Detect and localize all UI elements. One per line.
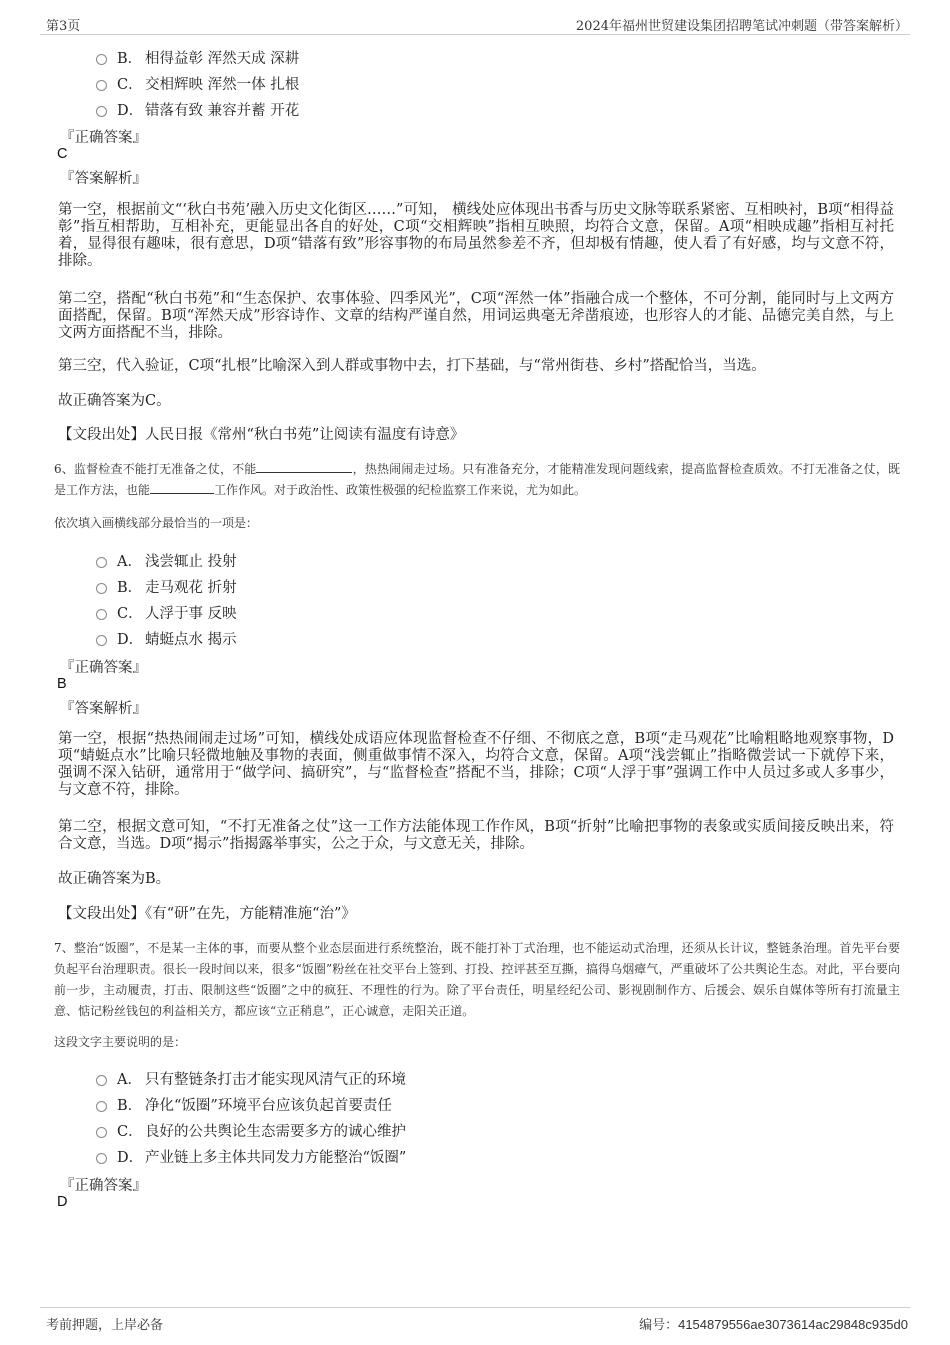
q6-stem: 6、监督检查不能打无准备之仗，不能 ，热热闹闹走过场。只有准备充分，才能精准发现问题线索，提高监督检查质效。不打无准备之仗，既是工作方法，也能 工作作风。对于政治性、政策性极强的纪检监察工作来说，尤为如此。 (54, 462, 900, 497)
q7-option-d[interactable]: D． 产业链上多主体共同发力方能整治“饭圈” (96, 1146, 406, 1167)
radio-icon[interactable] (96, 54, 107, 65)
q6-option-c[interactable]: C． 人浮于事 反映 (96, 602, 237, 623)
q7-option-b[interactable]: B． 净化“饭圈”环境平台应该负起首要责任 (96, 1094, 392, 1115)
radio-icon[interactable] (96, 80, 107, 91)
q5-answer: C (57, 146, 68, 162)
q5-option-d[interactable]: D． 错落有致 兼容并蓄 开花 (96, 99, 299, 120)
radio-icon[interactable] (96, 1101, 107, 1112)
document-title: 2024年福州世贸建设集团招聘笔试冲刺题（带答案解析） (575, 19, 908, 34)
q6-answer-label: 『正确答案』 (60, 660, 147, 676)
radio-icon[interactable] (96, 1127, 107, 1138)
q7-answer: D (57, 1194, 68, 1210)
radio-icon[interactable] (96, 557, 107, 568)
page-header (40, 12, 910, 35)
q7-answer-label: 『正确答案』 (60, 1178, 147, 1194)
q7-prompt: 这段文字主要说明的是： (54, 1035, 187, 1049)
radio-icon[interactable] (96, 1075, 107, 1086)
radio-icon[interactable] (96, 583, 107, 594)
q5-analysis-p2: 第二空，搭配“秋白书苑”和“生态保护、农事体验、四季风光”，C项“浑然一体”指融合成一个整体，不可分割，能同时与上文两方面搭配，保留。B项“浑然天成”形容诗作、文章的结构严谨自然，用词运典毫无斧凿痕迹，也形容人的才能、品德完美自然，与上文两方面搭配不当，排除。 (58, 291, 894, 341)
radio-icon[interactable] (96, 635, 107, 646)
q5-analysis-label: 『答案解析』 (60, 171, 147, 187)
page-footer (40, 1307, 910, 1334)
page-number: 第3页 (46, 19, 81, 34)
q6-option-b[interactable]: B． 走马观花 折射 (96, 576, 237, 597)
q7-stem: 7、整治“饭圈”，不是某一主体的事，而要从整个业态层面进行系统整治，既不能打补丁式治理，也不能运动式治理，还须从长计议，整链条治理。首先平台要负起平台治理职责。很长一段时间以来，很多“饭圈”粉丝在社交平台上签到、打投、控评甚至互撕，搞得乌烟瘴气，严重破坏了公共舆论生态。对此，平台要向前一步，主动履责，打击、限制这些“饭圈”之中的疯狂、不理性的行为。除了平台责任，明星经纪公司、影视剧制作方、后援会、娱乐自媒体等所有打流量主意、惦记粉丝钱包的利益相关方，都应该“立正稍息”，正心诚意，走阳关正道。 (54, 941, 900, 1018)
q6-analysis-p3: 故正确答案为B。 (58, 871, 171, 887)
document-code: 编号：4154879556ae3073614ac29848c935d0 (639, 1317, 908, 1333)
q5-analysis-p1: 第一空，根据前文“‘秋白书苑’融入历史文化街区……”可知， 横线处应体现出书香与历史文脉等联系紧密、互相映衬，B项“相得益彰”指互相帮助，互相补充，更能显出各自的好处，C项“交相辉映”指相互映照，均符合文意，保留。A项“相映成趣”指相互衬托着，显得很有趣味，很有意思，D项“错落有致”形容事物的布局虽然参差不齐，但却极有情趣，使人看了有好感，均与文意不符，排除。 (58, 202, 894, 269)
q5-analysis-p3: 第三空，代入验证，C项“扎根”比喻深入到人群或事物中去，打下基础，与“常州街巷、乡村”搭配恰当，当选。 (58, 358, 766, 374)
q6-option-a[interactable]: A． 浅尝辄止 投射 (96, 550, 237, 571)
q6-prompt: 依次填入画横线部分最恰当的一项是： (54, 516, 259, 530)
q5-analysis-p4: 故正确答案为C。 (58, 393, 171, 409)
radio-icon[interactable] (96, 1153, 107, 1164)
q6-analysis-p1: 第一空，根据“热热闹闹走过场”可知，横线处成语应体现监督检查不仔细、不彻底之意，B项“走马观花”比喻粗略地观察事物，D项“蜻蜓点水”比喻只轻微地触及事物的表面，侧重做事情不深入，均符合文意，保留。A项“浅尝辄止”指略微尝试一下就停下来，强调不深入钻研，通常用于“做学问、搞研究”，与“监督检查”搭配不当，排除；C项“人浮于事”强调工作中人员过多或人多事少，与文意不符，排除。 (58, 731, 894, 798)
q6-analysis-p2: 第二空，根据文意可知，“不打无准备之仗”这一工作方法能体现工作作风，B项“折射”比喻把事物的表象或实质间接反映出来，符合文意，当选。D项“揭示”指揭露举事实，公之于众，与文意无关，排除。 (58, 819, 894, 852)
footer-slogan: 考前押题，上岸必备 (46, 1318, 164, 1333)
blank-1 (256, 460, 352, 473)
q5-source: 【文段出处】人民日报《常州“秋白书苑”让阅读有温度有诗意》 (58, 427, 465, 443)
q7-option-c[interactable]: C． 良好的公共舆论生态需要多方的诚心维护 (96, 1120, 406, 1141)
q6-answer: B (57, 676, 67, 692)
q5-answer-label: 『正确答案』 (60, 130, 147, 146)
q6-source: 【文段出处】《有“研”在先，方能精准施“治”》 (58, 906, 356, 922)
radio-icon[interactable] (96, 609, 107, 620)
q6-analysis-label: 『答案解析』 (60, 701, 147, 717)
q5-option-c[interactable]: C． 交相辉映 浑然一体 扎根 (96, 73, 299, 94)
q7-option-a[interactable]: A． 只有整链条打击才能实现风清气正的环境 (96, 1068, 406, 1089)
q6-option-d[interactable]: D． 蜻蜓点水 揭示 (96, 628, 237, 649)
q5-option-b[interactable]: B． 相得益彰 浑然天成 深耕 (96, 47, 299, 68)
blank-2 (150, 481, 214, 494)
radio-icon[interactable] (96, 106, 107, 117)
